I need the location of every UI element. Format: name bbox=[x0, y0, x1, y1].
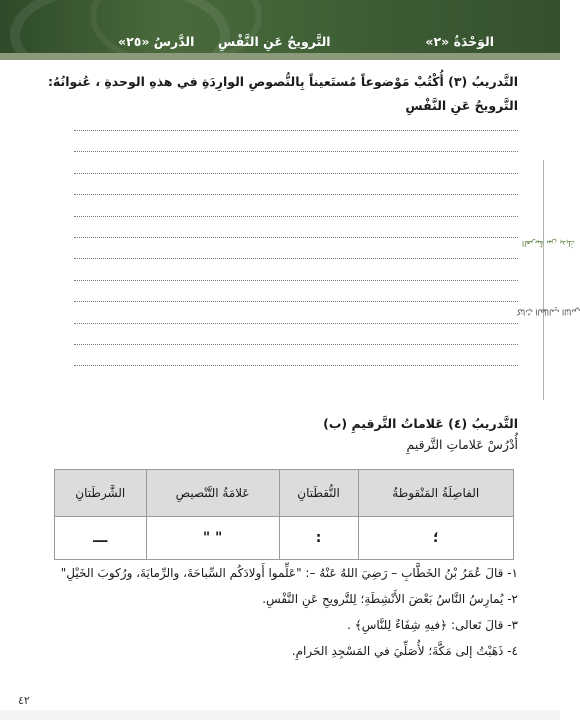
sidebar-label bbox=[516, 160, 580, 400]
writing-line bbox=[74, 323, 518, 324]
sentence-4: ٤- ذَهَبْتُ إلى مَكَّةَ؛ لأُصَلِّيَ في المَسْجِدِ الحَرامِ. bbox=[291, 644, 518, 658]
exercise4-instruction: أُدْرُسْ عَلاماتِ التَّرقيمِ bbox=[406, 437, 518, 452]
table-cell: ؛ bbox=[358, 517, 513, 560]
table-header: الشَّرطَتانِ bbox=[55, 470, 147, 517]
header-band bbox=[0, 53, 560, 60]
writing-line bbox=[74, 365, 518, 366]
unit-label: الوَحْدَةُ «٢» bbox=[425, 34, 494, 49]
table-cell: " " bbox=[146, 517, 279, 560]
sentence-1: ١- قالَ عُمَرُ بْنُ الخَطَّابِ – رَضِيَ اللهُ عَنْهُ –: "عَلِّموا أَولادَكُم السِّباحَةَ، والرِّمايَةَ، ورُكوبَ الخَيْلِ" bbox=[60, 566, 518, 580]
writing-line bbox=[74, 237, 518, 238]
writing-line bbox=[74, 258, 518, 259]
writing-line bbox=[74, 173, 518, 174]
sidebar bbox=[516, 160, 580, 400]
writing-line bbox=[74, 194, 518, 195]
table-cell: ـــ bbox=[55, 517, 147, 560]
writing-line bbox=[74, 301, 518, 302]
writing-line bbox=[74, 216, 518, 217]
writing-line bbox=[74, 151, 518, 152]
book-title: كتابُ الطالبِ الثاني bbox=[516, 307, 580, 317]
page-header bbox=[0, 0, 560, 60]
writing-line bbox=[74, 344, 518, 345]
lesson-label: الدَّرسُ «٢٥» bbox=[118, 34, 195, 49]
exercise3-title: التَّدريبُ (٣) أُكْتُبْ مَوْضوعاً مُستَعيناً بِالنُّصوصِ الوارِدَةِ في هذهِ الوحدةِ ، عُنوانُهُ: التَّرويحُ عَنِ النَّفْسِ bbox=[47, 74, 518, 113]
sentence-3: ٣- قالَ تَعالى: ﴿فيهِ شِفَاءٌ لِلنَّاسِ﴾ . bbox=[347, 618, 518, 632]
footer-band bbox=[0, 710, 560, 720]
table-header: الفاصِلَةُ المَنْقوطةُ bbox=[358, 470, 513, 517]
table-header-row bbox=[55, 470, 514, 517]
exercise4-title: التَّدريبُ (٤) عَلاماتُ التَّرقيمِ (ب) bbox=[323, 416, 518, 431]
table-header: النُّقطَتانِ bbox=[279, 470, 358, 517]
writing-line bbox=[74, 280, 518, 281]
table-cell: : bbox=[279, 517, 358, 560]
punctuation-table bbox=[54, 469, 514, 560]
series-name: العربيةُ بين يديكَ bbox=[521, 238, 575, 248]
lesson-title: التَّرويحُ عَنِ النَّفْسِ bbox=[218, 34, 331, 49]
page-number: ٤٢ bbox=[18, 694, 30, 707]
table-header: عَلامَةُ التَّنْصيصِ bbox=[146, 470, 279, 517]
table-row bbox=[55, 517, 514, 560]
writing-line bbox=[74, 130, 518, 131]
sentence-2: ٢- يُمارِسُ النَّاسُ بَعْضَ الأَنْشِطَةِ؛ لِلتَّرويحِ عَنِ النَّفْسِ. bbox=[262, 592, 518, 606]
